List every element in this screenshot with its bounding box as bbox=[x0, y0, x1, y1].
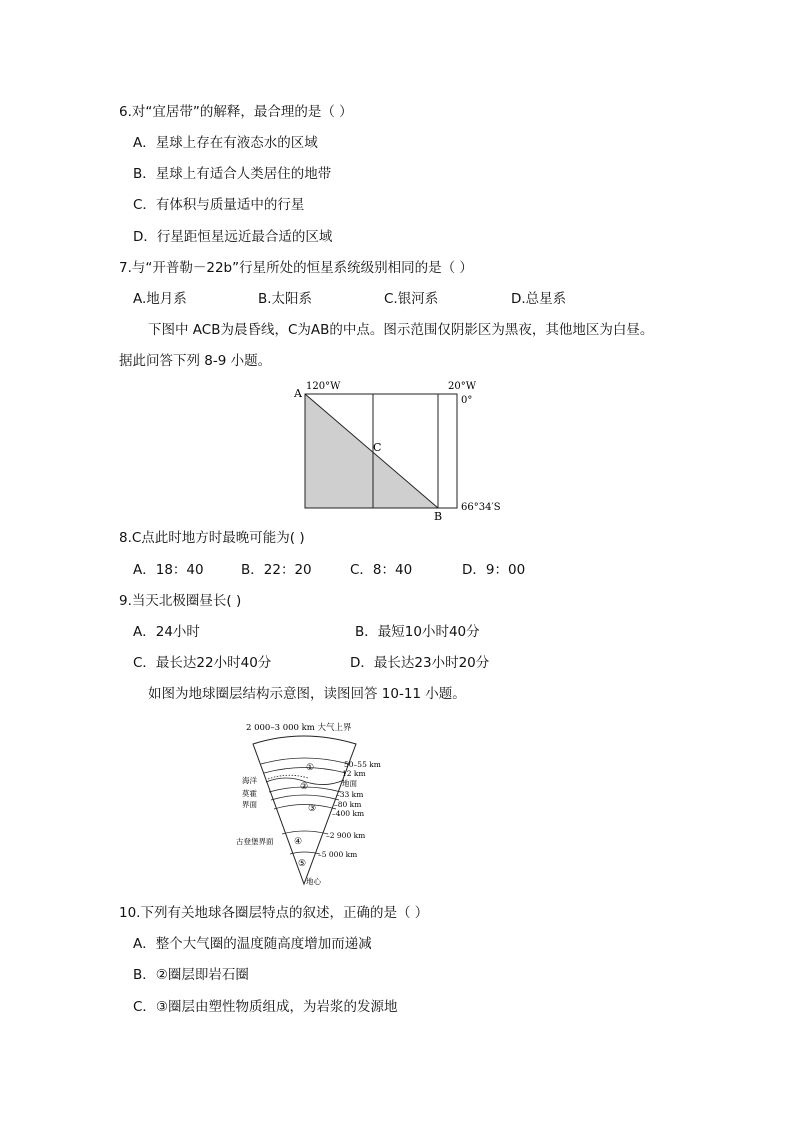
depth-label-50km: 50–55 km bbox=[344, 760, 381, 769]
question-9-option-d: D．最长达23小时20分 bbox=[350, 655, 490, 671]
question-7-option-d: D.总星系 bbox=[511, 291, 567, 307]
question-9-option-a: A．24小时 bbox=[133, 624, 200, 640]
arc-2900km bbox=[282, 831, 328, 834]
question-10-option-a: A．整个大气圈的温度随高度增加而递减 bbox=[133, 936, 372, 952]
question-10-stem: 10.下列有关地球各圈层特点的叙述，正确的是（ ） bbox=[119, 905, 429, 921]
question-9-stem: 9.当天北极圈昼长( ) bbox=[119, 593, 242, 609]
question-7-option-c: C.银河系 bbox=[384, 291, 439, 307]
atmosphere-top-label: 2 000–3 000 km 大气上界 bbox=[246, 723, 352, 733]
depth-label-400km: –400 km bbox=[332, 809, 365, 818]
layer-label-5: ⑤ bbox=[298, 859, 307, 869]
question-9-option-c: C．最长达22小时40分 bbox=[133, 655, 272, 671]
question-8-option-b: B．22：20 bbox=[241, 562, 312, 578]
question-8-option-a: A．18：40 bbox=[133, 562, 204, 578]
question-7-stem: 7.与“开普勒－22b”行星所处的恒星系统级别相同的是（ ） bbox=[119, 260, 473, 276]
layer-label-2: ② bbox=[300, 782, 309, 792]
question-7-option-b: B.太阳系 bbox=[258, 291, 313, 307]
terminator-diagram bbox=[280, 375, 520, 525]
intro-10-11: 如图为地球圈层结构示意图，读图回答 10-11 小题。 bbox=[148, 686, 466, 702]
depth-label-33km: –33 km bbox=[336, 790, 364, 799]
question-6-option-b: B．星球上有适合人类居住的地带 bbox=[133, 166, 332, 182]
arc-400km bbox=[274, 805, 336, 810]
moho-label-2: 界面 bbox=[242, 800, 257, 809]
point-b-label: B bbox=[434, 510, 443, 523]
intro-8-9-line-2: 据此问答下列 8-9 小题。 bbox=[119, 353, 272, 369]
core-label: 地心 bbox=[306, 877, 321, 886]
ocean-label: 海洋 bbox=[242, 776, 257, 785]
question-8-stem: 8.C点此时地方时最晚可能为( ) bbox=[119, 530, 305, 546]
longitude-right-label: 20°W bbox=[448, 381, 477, 392]
question-8-option-d: D．9：00 bbox=[462, 562, 526, 578]
arc-12km bbox=[264, 768, 346, 774]
question-6-option-c: C．有体积与质量适中的行星 bbox=[133, 197, 305, 213]
arc-50km bbox=[261, 758, 349, 764]
layer-label-4: ④ bbox=[294, 837, 303, 847]
question-10-option-c: C．③圈层由塑性物质组成，为岩浆的发源地 bbox=[133, 999, 398, 1015]
intro-8-9-line-1: 下图中 ACB为晨昏线，C为AB的中点。图示范围仅阴影区为黑夜，其他地区为白昼。 bbox=[148, 322, 654, 338]
earth-layers-diagram bbox=[228, 716, 428, 891]
question-7-option-a: A.地月系 bbox=[133, 291, 187, 307]
depth-label-2900km: –2 900 km bbox=[326, 831, 366, 840]
question-6-option-d: D．行星距恒星远近最合适的区域 bbox=[133, 229, 333, 245]
moho-label-1: 莫霍 bbox=[242, 789, 257, 798]
longitude-left-label: 120°W bbox=[306, 381, 341, 392]
depth-label-12km: 12 km bbox=[342, 769, 366, 778]
depth-label-5000km: –5 000 km bbox=[318, 850, 358, 859]
question-6-stem: 6.对“宜居带”的解释，最合理的是（ ） bbox=[119, 104, 353, 120]
gutenberg-label: 古登堡界面 bbox=[236, 837, 274, 846]
layer-label-1: ① bbox=[306, 763, 315, 773]
question-10-option-b: B．②圈层即岩石圈 bbox=[133, 967, 249, 983]
depth-label-80km: –80 km bbox=[334, 800, 362, 809]
question-8-option-c: C．8：40 bbox=[350, 562, 413, 578]
arc-80km bbox=[271, 795, 339, 800]
layer-label-3: ③ bbox=[308, 804, 317, 814]
question-6-option-a: A．星球上存在有液态水的区域 bbox=[133, 135, 318, 151]
depth-label-surface: 地面 bbox=[342, 779, 357, 788]
point-c-label: C bbox=[373, 441, 382, 454]
latitude-bottom-label: 66°34′S bbox=[461, 502, 501, 513]
latitude-top-label: 0° bbox=[461, 395, 473, 406]
question-9-option-b: B．最短10小时40分 bbox=[355, 624, 480, 640]
point-a-label: A bbox=[294, 387, 302, 400]
